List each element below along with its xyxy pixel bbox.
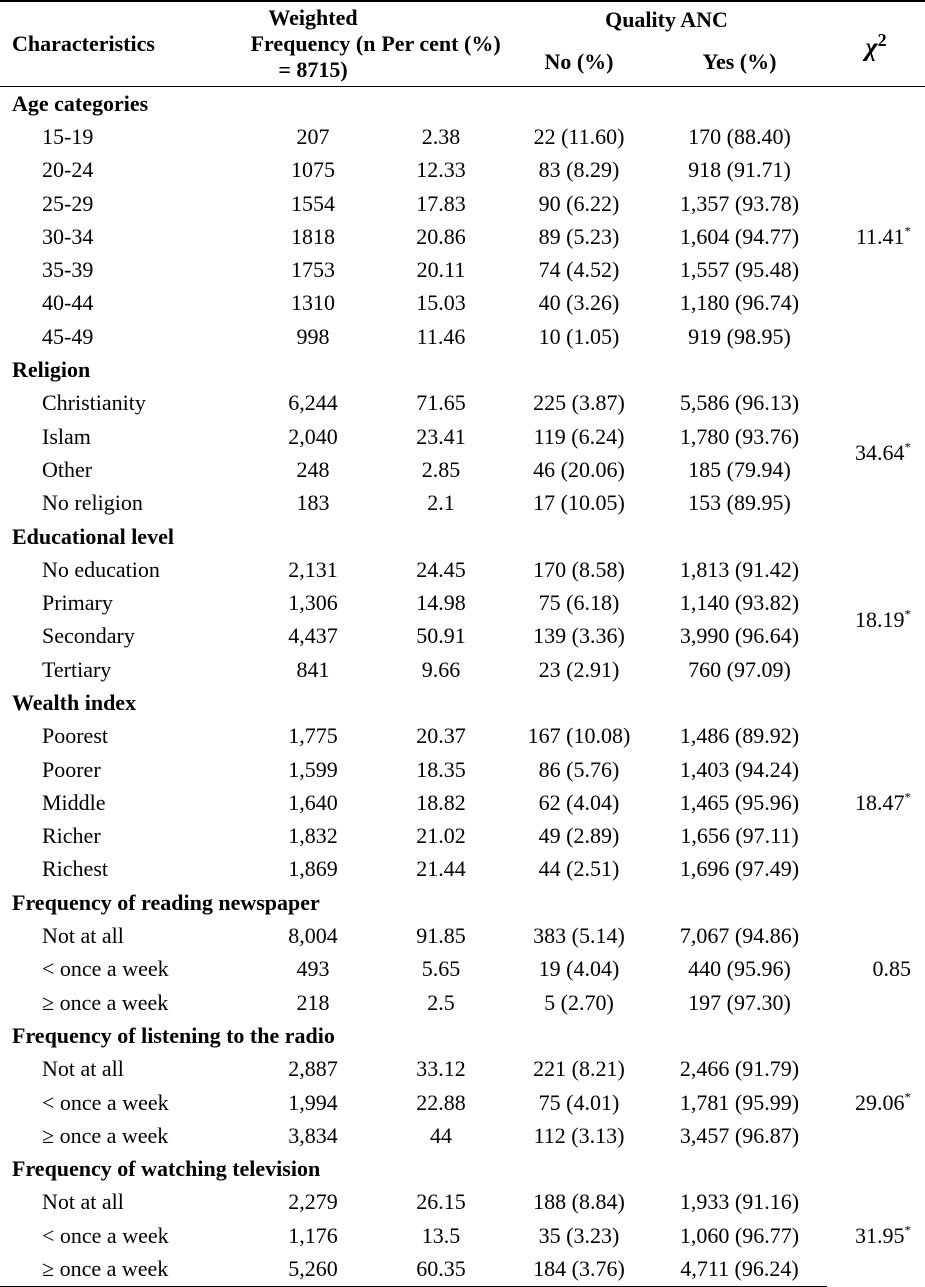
group-title: Frequency of listening to the radio [12, 1022, 335, 1048]
row-label: < once a week [42, 1089, 169, 1115]
cell-frequency: 1,640 [288, 789, 338, 815]
cell-chi-square [827, 1186, 925, 1286]
row-label: < once a week [42, 1222, 169, 1248]
cell-frequency: 2,279 [288, 1189, 338, 1215]
cell-frequency: 1,176 [288, 1222, 338, 1248]
header-per-cent: Per cent (%) [376, 1, 506, 87]
row-label: Not at all [42, 1056, 124, 1082]
group-title: Frequency of watching television [12, 1156, 321, 1182]
table-row [0, 986, 925, 1019]
cell-yes: 153 (89.95) [688, 490, 791, 516]
table-row [0, 287, 925, 320]
group-title: Educational level [12, 523, 174, 549]
cell-yes: 918 (91.71) [688, 157, 791, 183]
cell-yes: 1,933 (91.16) [679, 1189, 800, 1215]
cell-frequency: 493 [296, 956, 330, 982]
table-row [0, 453, 925, 486]
cell-frequency: 1,599 [288, 756, 338, 782]
group-title: Religion [12, 357, 91, 383]
group-header-row [0, 87, 925, 121]
row-label: 45-49 [42, 323, 94, 349]
cell-no: 5 (2.70) [544, 989, 614, 1015]
row-label: Islam [42, 423, 91, 449]
header-no: No (%) [544, 49, 614, 74]
cell-no: 119 (6.24) [533, 423, 625, 449]
cell-frequency: 183 [296, 490, 330, 516]
cell-yes: 4,711 (96.24) [652, 1252, 827, 1286]
cell-yes: 1,486 (89.92) [679, 723, 800, 749]
significance-marker: * [904, 789, 912, 805]
cell-percent: 12.33 [416, 157, 466, 183]
significance-marker: * [904, 1089, 912, 1105]
table-row [0, 753, 925, 786]
cell-frequency: 4,437 [288, 623, 338, 649]
cell-yes: 440 (95.96) [688, 956, 791, 982]
cell-chi-square [827, 120, 925, 353]
row-label: Richer [42, 823, 101, 849]
row-label: ≥ once a week [42, 989, 169, 1015]
cell-frequency: 2,040 [288, 423, 338, 449]
cell-no: 44 (2.51) [538, 856, 620, 882]
cell-chi-square [827, 1053, 925, 1153]
group-title: Wealth index [12, 689, 137, 715]
cell-no: 167 (10.08) [527, 723, 631, 749]
cell-frequency: 1075 [291, 157, 335, 183]
cell-yes: 1,780 (93.76) [679, 423, 800, 449]
cell-yes: 185 (79.94) [688, 456, 791, 482]
cell-frequency: 2,131 [288, 556, 338, 582]
row-label: No religion [42, 490, 143, 516]
cell-no: 221 (8.21) [533, 1056, 625, 1082]
cell-no: 86 (5.76) [538, 756, 620, 782]
cell-yes: 2,466 (91.79) [679, 1056, 800, 1082]
cell-yes: 1,465 (95.96) [679, 789, 800, 815]
cell-yes: 919 (98.95) [688, 323, 791, 349]
cell-percent: 11.46 [416, 323, 466, 349]
cell-no: 74 (4.52) [538, 257, 620, 283]
cell-percent: 26.15 [416, 1189, 466, 1215]
cell-frequency: 1,775 [288, 723, 338, 749]
cell-percent: 71.65 [416, 390, 466, 416]
cell-no: 22 (11.60) [533, 123, 625, 149]
cell-frequency: 8,004 [288, 923, 338, 949]
row-label: Christianity [42, 390, 146, 416]
cell-no: 75 (6.18) [538, 590, 620, 616]
cell-percent: 33.12 [416, 1056, 466, 1082]
group-header-row [0, 686, 925, 719]
header-characteristics: Characteristics [0, 1, 250, 87]
cell-yes: 1,357 (93.78) [679, 190, 800, 216]
cell-no: 184 (3.76) [506, 1252, 652, 1286]
cell-percent: 20.11 [416, 257, 466, 283]
cell-frequency: 1,869 [288, 856, 338, 882]
chi-value: 18.47 [855, 789, 905, 815]
table-body [0, 87, 925, 1287]
cell-percent: 18.35 [416, 756, 466, 782]
cell-no: 112 (3.13) [533, 1122, 625, 1148]
cell-yes: 7,067 (94.86) [679, 923, 800, 949]
cell-frequency: 218 [296, 989, 330, 1015]
significance-marker: * [904, 1222, 912, 1238]
table-row [0, 1086, 925, 1119]
table-row [0, 220, 925, 253]
significance-marker: * [904, 606, 912, 622]
cell-frequency: 998 [296, 323, 330, 349]
table-row [0, 786, 925, 819]
cell-no: 89 (5.23) [538, 223, 620, 249]
cell-percent: 50.91 [416, 623, 466, 649]
cell-frequency: 6,244 [288, 390, 338, 416]
cell-percent: 2.1 [427, 490, 455, 516]
cell-percent: 44 [430, 1122, 452, 1148]
cell-yes: 3,990 (96.64) [679, 623, 800, 649]
chi-value: 29.06 [855, 1089, 905, 1115]
cell-no: 75 (4.01) [538, 1089, 620, 1115]
cell-no: 83 (8.29) [538, 157, 620, 183]
table-row [0, 1119, 925, 1152]
cell-percent: 91.85 [416, 923, 466, 949]
cell-frequency: 248 [296, 456, 330, 482]
cell-no: 383 (5.14) [533, 923, 625, 949]
cell-frequency: 1753 [291, 257, 335, 283]
row-label: 25-29 [42, 190, 94, 216]
table-row [0, 1186, 925, 1219]
cell-percent: 60.35 [376, 1252, 506, 1286]
cell-percent: 14.98 [416, 590, 466, 616]
cell-frequency: 1,306 [288, 590, 338, 616]
table-row [0, 120, 925, 153]
cell-yes: 1,656 (97.11) [680, 823, 799, 849]
table-row [0, 1219, 925, 1252]
cell-frequency: 841 [296, 656, 330, 682]
cell-no: 40 (3.26) [538, 290, 620, 316]
row-label: 40-44 [42, 290, 94, 316]
chi-value: 18.19 [855, 606, 905, 632]
group-header-row [0, 1153, 925, 1186]
header-weighted-frequency: Weighted Frequency (n = 8715) [250, 1, 376, 87]
table-row [0, 820, 925, 853]
cell-yes: 197 (97.30) [688, 989, 791, 1015]
cell-percent: 2.5 [427, 989, 455, 1015]
cell-no: 139 (3.36) [533, 623, 625, 649]
chi-value: 34.64 [855, 440, 905, 466]
cell-chi-square [827, 720, 925, 886]
cell-no: 170 (8.58) [533, 556, 625, 582]
cell-percent: 2.85 [421, 456, 461, 482]
row-label: Middle [42, 789, 106, 815]
cell-percent: 20.86 [416, 223, 466, 249]
table-row [0, 919, 925, 952]
cell-yes: 1,180 (96.74) [679, 290, 800, 316]
cell-percent: 9.66 [421, 656, 461, 682]
cell-percent: 21.02 [416, 823, 466, 849]
cell-no: 90 (6.22) [538, 190, 620, 216]
group-title: Frequency of reading newspaper [12, 889, 320, 915]
row-label: 20-24 [42, 157, 94, 183]
group-header-row [0, 1019, 925, 1052]
cell-yes: 760 (97.09) [688, 656, 791, 682]
table-header [0, 1, 925, 87]
row-label: No education [42, 556, 160, 582]
row-label: Other [42, 456, 93, 482]
chi-value: 11.41 [855, 223, 905, 249]
row-label: ≥ once a week [42, 1122, 169, 1148]
cell-percent: 18.82 [416, 789, 466, 815]
cell-percent: 24.45 [416, 556, 466, 582]
table-row [0, 620, 925, 653]
row-label: ≥ once a week [0, 1252, 250, 1286]
chi-value: 31.95 [855, 1222, 905, 1248]
row-label: < once a week [42, 956, 169, 982]
row-label: Secondary [42, 623, 135, 649]
table-row [0, 653, 925, 686]
table-row [0, 853, 925, 886]
cell-percent: 13.5 [421, 1222, 461, 1248]
cell-yes: 170 (88.40) [688, 123, 791, 149]
table-row [0, 320, 925, 353]
cell-yes: 3,457 (96.87) [679, 1122, 800, 1148]
table-row [0, 253, 925, 286]
significance-marker: * [904, 223, 912, 239]
cell-frequency: 1554 [291, 190, 335, 216]
cell-percent: 20.37 [416, 723, 466, 749]
cell-percent: 22.88 [416, 1089, 466, 1115]
cell-yes: 1,813 (91.42) [679, 556, 800, 582]
cell-yes: 1,696 (97.49) [679, 856, 800, 882]
table-row [0, 187, 925, 220]
cell-frequency: 1818 [291, 223, 335, 249]
cell-yes: 1,060 (96.77) [679, 1222, 800, 1248]
header-chi-square [827, 1, 925, 87]
cell-yes: 1,557 (95.48) [679, 257, 800, 283]
cell-percent: 17.83 [416, 190, 466, 216]
group-header-row [0, 886, 925, 919]
cell-no: 23 (2.91) [538, 656, 620, 682]
cell-percent: 2.38 [421, 123, 461, 149]
cell-percent: 5.65 [421, 956, 461, 982]
row-label: 30-34 [42, 223, 94, 249]
cell-frequency: 5,260 [250, 1252, 376, 1286]
cell-no: 17 (10.05) [533, 490, 625, 516]
cell-chi-square [827, 387, 925, 520]
cell-yes: 5,586 (96.13) [679, 390, 800, 416]
table-row [0, 1252, 925, 1286]
table-row [0, 586, 925, 619]
row-label: 35-39 [42, 257, 94, 283]
cell-percent: 23.41 [416, 423, 466, 449]
chi-power: 2 [877, 30, 887, 51]
cell-no: 62 (4.04) [538, 789, 620, 815]
cell-frequency: 2,887 [288, 1056, 338, 1082]
row-label: Primary [42, 590, 113, 616]
cell-frequency: 3,834 [288, 1122, 338, 1148]
chi-symbol: χ [865, 32, 878, 62]
cell-yes: 1,781 (95.99) [679, 1089, 800, 1115]
cell-frequency: 207 [296, 123, 330, 149]
cell-frequency: 1,994 [288, 1089, 338, 1115]
cell-no: 49 (2.89) [538, 823, 620, 849]
cell-percent: 15.03 [416, 290, 466, 316]
row-label: Poorer [42, 756, 101, 782]
row-label: 15-19 [42, 123, 94, 149]
cell-chi-square [827, 553, 925, 686]
cell-frequency: 1310 [291, 290, 335, 316]
table-row [0, 1053, 925, 1086]
row-label: Tertiary [42, 656, 112, 682]
cell-yes: 1,604 (94.77) [679, 223, 800, 249]
cell-percent: 21.44 [416, 856, 466, 882]
header-yes: Yes (%) [702, 49, 777, 74]
header-quality-anc: Quality ANC [506, 1, 827, 38]
table-row [0, 420, 925, 453]
cell-no: 35 (3.23) [538, 1222, 620, 1248]
row-label: Richest [42, 856, 108, 882]
cell-chi-square [827, 919, 925, 1019]
table-row [0, 553, 925, 586]
group-header-row [0, 353, 925, 386]
table-row [0, 953, 925, 986]
cell-no: 225 (3.87) [533, 390, 625, 416]
row-label: Not at all [42, 1189, 124, 1215]
cell-no: 19 (4.04) [538, 956, 620, 982]
row-label: Poorest [42, 723, 108, 749]
row-label: Not at all [42, 923, 124, 949]
table-row [0, 487, 925, 520]
cell-frequency: 1,832 [288, 823, 338, 849]
cell-yes: 1,140 (93.82) [679, 590, 800, 616]
group-title: Age categories [12, 90, 149, 116]
cell-yes: 1,403 (94.24) [679, 756, 800, 782]
significance-marker: * [904, 439, 912, 455]
table-row [0, 720, 925, 753]
group-header-row [0, 520, 925, 553]
table-row [0, 154, 925, 187]
chi-value: 0.85 [872, 956, 912, 982]
cell-no: 46 (20.06) [533, 456, 625, 482]
cell-no: 10 (1.05) [538, 323, 620, 349]
cell-no: 188 (8.84) [533, 1189, 625, 1215]
table-row [0, 387, 925, 420]
